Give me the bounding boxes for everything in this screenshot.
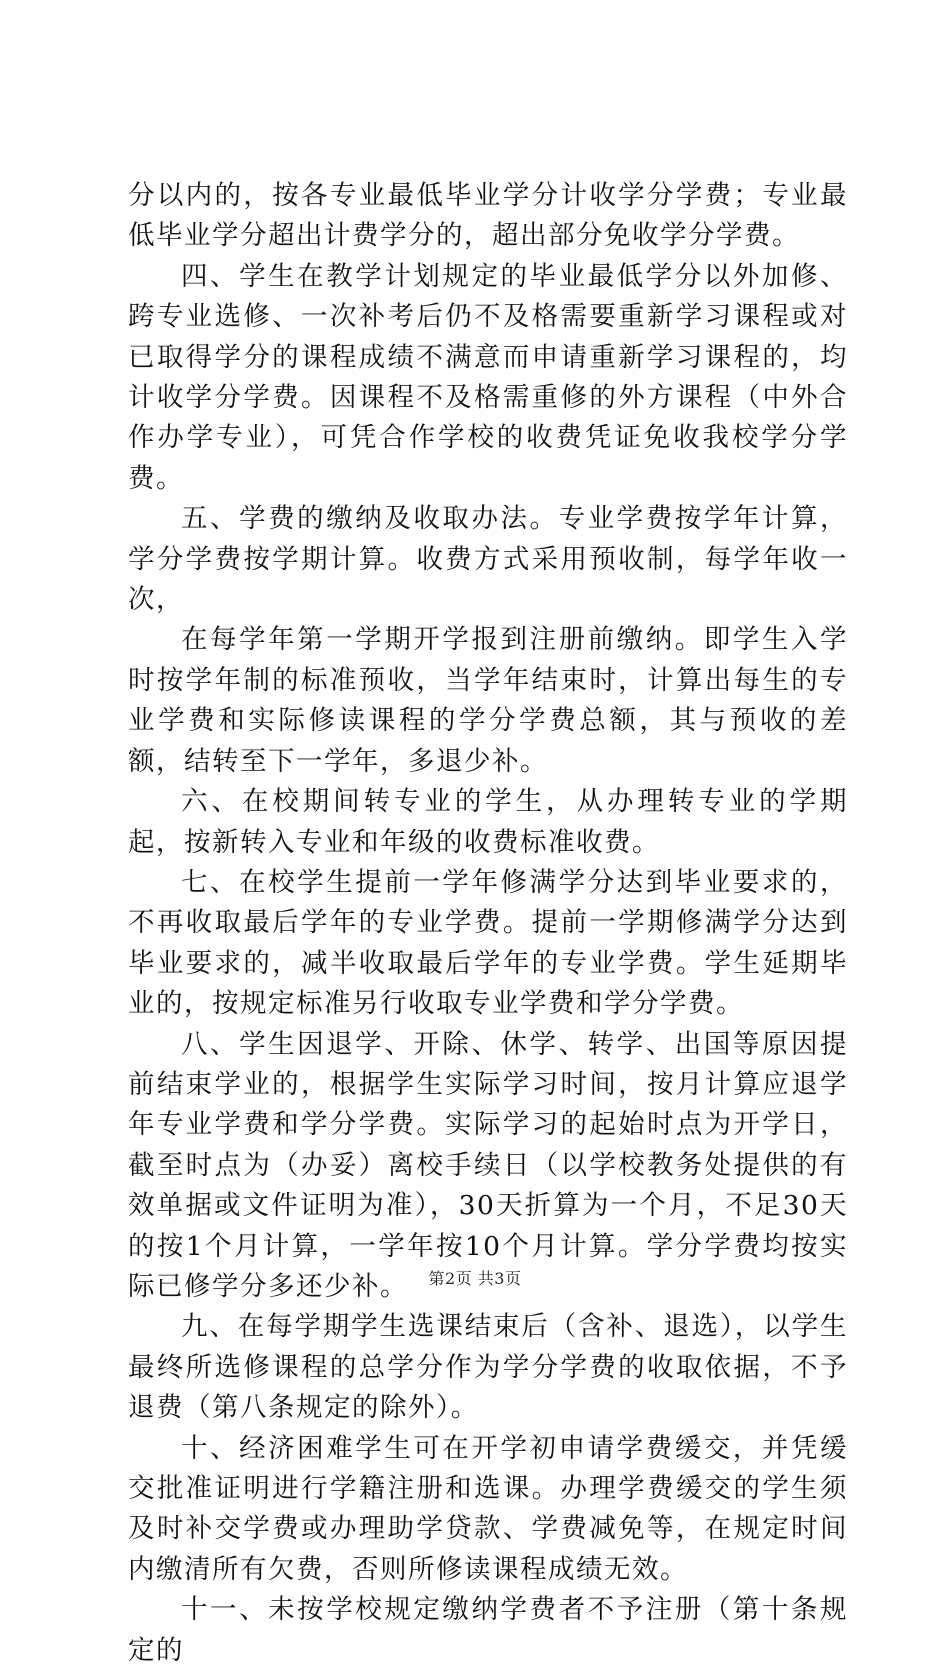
paragraph-continuation: 分以内的，按各专业最低毕业学分计收学分学费；专业最低毕业学分超出计费学分的，超出部分免收学分学费。 [128,180,848,252]
paragraph-article-8: 八、学生因退学、开除、休学、转学、出国等原因提前结束学业的，根据学生实际学习时间，按月计算应退学年专业学费和学分学费。实际学习的起始时点为开学日，截至时点为（办妥）离校手续日（以学校教务处提供的有效单据或文件证明为准），30天折算为一个月，不足30天的按1个月计算，一学年按10个月计算。学分学费均按实际已修学分多还少补。 [128,1028,848,1302]
document-body [128,176,848,1671]
page-number-footer: 第2页 共3页 [428,1269,522,1288]
paragraph-article-10: 十、经济困难学生可在开学初申请学费缓交，并凭缓交批准证明进行学籍注册和选课。办理学费缓交的学生须及时补交学费或办理助学贷款、学费减免等，在规定时间内缴清所有欠费，否则所修读课程成绩无效。 [128,1432,848,1585]
paragraph-article-5: 五、学费的缴纳及收取办法。专业学费按学年计算，学分学费按学期计算。收费方式采用预收制，每学年收一次， [128,503,848,616]
paragraph-article-7: 七、在校学生提前一学年修满学分达到毕业要求的，不再收取最后学年的专业学费。提前一学期修满学分达到毕业要求的，减半收取最后学年的专业学费。学生延期毕业的，按规定标准另行收取专业学费和学分学费。 [128,866,848,1020]
paragraph-article-5-continued: 在每学年第一学期开学报到注册前缴纳。即学生入学时按学年制的标准预收，当学年结束时，计算出每生的专业学费和实际修读课程的学分学费总额，其与预收的差额，结转至下一学年，多退少补。 [128,624,848,777]
paragraph-article-9: 九、在每学期学生选课结束后（含补、退选），以学生最终所选修课程的总学分作为学分学费的收取依据，不予退费（第八条规定的除外）。 [128,1311,848,1424]
paragraph-article-4: 四、学生在教学计划规定的毕业最低学分以外加修、跨专业选修、一次补考后仍不及格需要重新学习课程或对已取得学分的课程成绩不满意而申请重新学习课程的，均计收学分学费。因课程不及格需重修的外方课程（中外合作办学专业），可凭合作学校的收费凭证免收我校学分学费。 [128,260,848,494]
paragraph-article-6: 六、在校期间转专业的学生，从办理转专业的学期起，按新转入专业和年级的收费标准收费。 [128,786,848,858]
paragraph-article-11: 十一、未按学校规定缴纳学费者不予注册（第十条规定的 [128,1594,848,1666]
